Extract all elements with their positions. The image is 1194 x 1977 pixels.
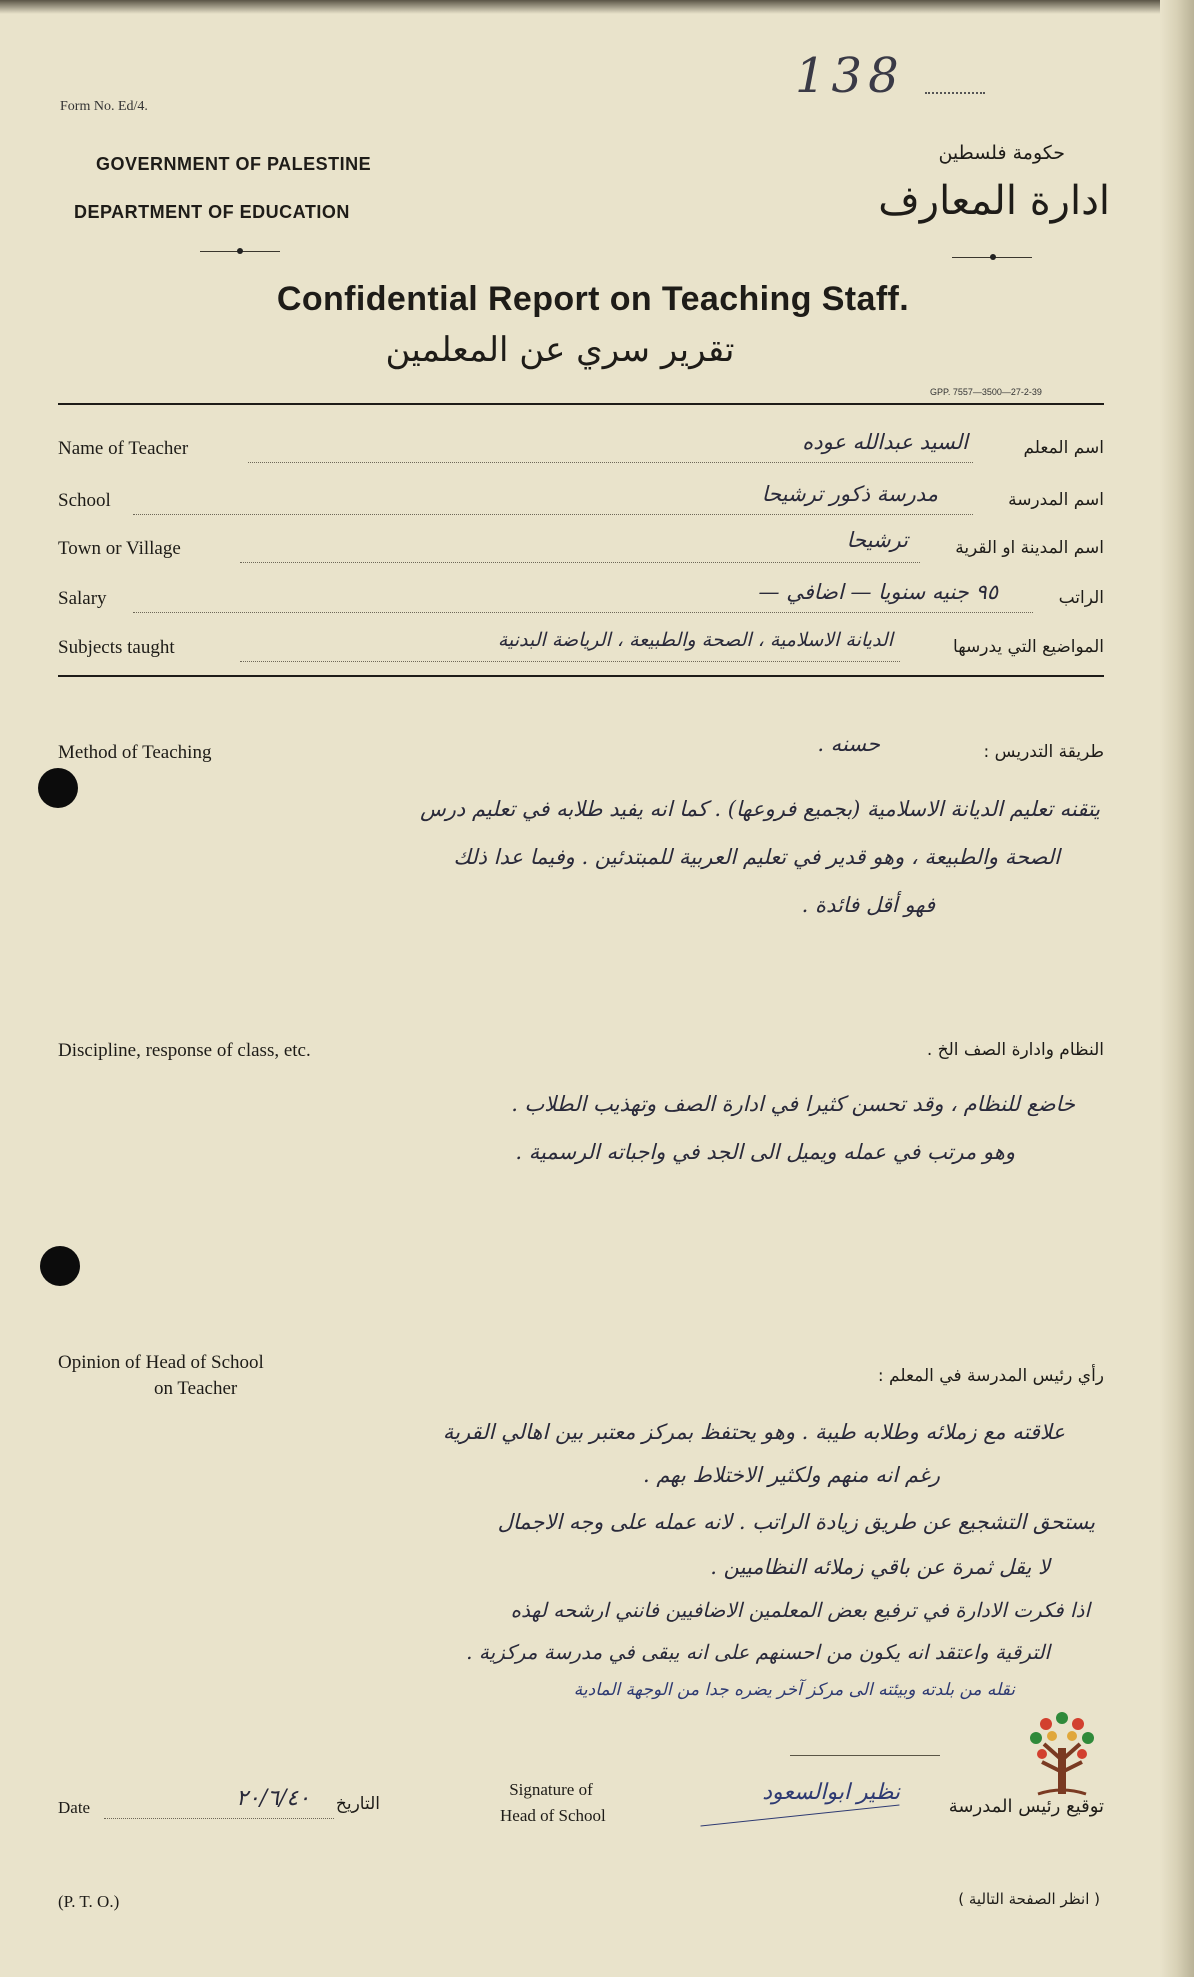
date-dotline [104, 1818, 334, 1819]
field-label-ar: المواضيع التي يدرسها [953, 637, 1104, 657]
punch-hole [40, 1246, 80, 1286]
field-label-en: School [58, 490, 111, 511]
document-number: 138 [795, 48, 905, 104]
discipline-text-line-1: خاضع للنظام ، وقد تحسن كثيرا في ادارة الصف وتهذيب الطلاب . [511, 1092, 1075, 1116]
opinion-label-en-line2: on Teacher [154, 1378, 238, 1399]
title-english: Confidential Report on Teaching Staff. [276, 280, 910, 318]
discipline-label-ar: النظام وادارة الصف الخ . [926, 1040, 1104, 1060]
pto-ar: ( انظر الصفحة التالية ) [958, 1890, 1100, 1908]
field-dotline [248, 462, 973, 463]
opinion-text-line-7: نقله من بلدته وبيئته الى مركز آخر يضره جدا من الوجهة المادية [573, 1680, 1015, 1700]
method-rating: حسنه . [817, 732, 880, 756]
opinion-text-line-5: اذا فكرت الادارة في ترفيع بعض المعلمين الاضافيين فانني ارشحه لهذه [510, 1598, 1090, 1622]
signature-label-line1: Signature of [509, 1780, 593, 1799]
header-department: DEPARTMENT OF EDUCATION [74, 202, 350, 222]
field-label-en: Salary [58, 588, 107, 609]
date-label-ar: التاريخ [335, 1794, 380, 1814]
field-row-salary [58, 580, 1104, 618]
divider-dot-left [237, 248, 243, 254]
field-label-en: Subjects taught [58, 637, 175, 658]
opinion-text-line-4: لا يقل ثمرة عن باقي زملائه النظاميين . [710, 1555, 1050, 1579]
method-label-ar: طريقة التدريس : [983, 742, 1104, 762]
print-code: GPP. 7557—3500—27-2-39 [930, 387, 1042, 397]
top-rule [58, 403, 1104, 405]
signature-flourish [700, 1805, 899, 1827]
method-text-line-2: الصحة والطبيعة ، وهو قدير في تعليم العربية للمبتدئين . وفيما عدا ذلك [453, 845, 1060, 869]
field-label-ar: اسم المعلم [1023, 438, 1104, 458]
scan-right-edge [1160, 0, 1194, 1977]
title-arabic: تقرير سري عن المعلمين [385, 330, 735, 370]
field-value-handwritten: ترشيحا [846, 528, 908, 552]
punch-hole [38, 768, 78, 808]
field-dotline [240, 661, 900, 662]
divider-dot-right [990, 254, 996, 260]
opinion-label-en-line1: Opinion of Head of School [58, 1352, 264, 1373]
opinion-label-ar: رأي رئيس المدرسة في المعلم : [877, 1366, 1104, 1386]
field-row-teacher-name [58, 430, 1104, 468]
discipline-text-line-2: وهو مرتب في عمله ويميل الى الجد في واجباته الرسمية . [515, 1140, 1015, 1164]
number-trail [925, 92, 985, 94]
date-value-handwritten: ٢٠/٦/٤٠ [236, 1786, 310, 1811]
method-text-line-3: فهو أقل فائدة . [801, 893, 935, 917]
field-dotline [133, 514, 973, 515]
scan-top-edge [0, 0, 1194, 14]
signature-label-line2: Head of School [500, 1806, 606, 1825]
field-dotline [240, 562, 920, 563]
field-label-ar: اسم المدرسة [1008, 490, 1104, 510]
archive-tree-logo [1022, 1700, 1102, 1810]
field-dotline [133, 612, 1033, 613]
opinion-end-stroke [790, 1755, 940, 1756]
pto-en: (P. T. O.) [58, 1892, 120, 1911]
opinion-text-line-3: يستحق التشجيع عن طريق زيادة الراتب . لانه عمله على وجه الاجمال [497, 1510, 1095, 1534]
header-government-ar: حكومة فلسطين [938, 142, 1065, 164]
opinion-text-line-1: علاقته مع زملائه وطلابه طيبة . وهو يحتفظ بمركز معتبر بين اهالي القرية [442, 1420, 1065, 1444]
opinion-text-line-2: رغم انه منهم ولكثير الاختلاط بهم . [643, 1463, 940, 1487]
field-value-handwritten: ٩٥ جنيه سنويا — اضافي — [758, 580, 998, 604]
method-label-en: Method of Teaching [58, 742, 212, 763]
discipline-label-en: Discipline, response of class, etc. [58, 1040, 311, 1061]
header-department-ar: ادارة المعارف [878, 178, 1110, 224]
field-value-handwritten: مدرسة ذكور ترشيحا [761, 482, 938, 506]
fields-bottom-rule [58, 675, 1104, 677]
date-label-en: Date [58, 1798, 91, 1817]
form-number: Form No. Ed/4. [60, 99, 148, 114]
header-government: GOVERNMENT OF PALESTINE [96, 154, 372, 174]
field-label-ar: اسم المدينة او القرية [955, 538, 1104, 558]
signature-handwritten: نظير ابوالسعود [762, 1780, 900, 1805]
opinion-text-line-6: الترقية واعتقد انه يكون من احسنهم على انه يبقى في مدرسة مركزية . [466, 1640, 1050, 1664]
signature-label-ar: توقيع رئيس المدرسة [948, 1796, 1104, 1817]
field-label-en: Town or Village [58, 538, 181, 559]
field-row-town [58, 528, 1104, 568]
field-label-ar: الراتب [1058, 588, 1104, 608]
field-label-en: Name of Teacher [58, 438, 189, 459]
field-value-handwritten: السيد عبدالله عوده [802, 430, 968, 454]
field-row-subjects [58, 629, 1104, 667]
field-value-handwritten: الديانة الاسلامية ، الصحة والطبيعة ، الرياضة البدنية [497, 629, 893, 651]
method-text-line-1: يتقنه تعليم الديانة الاسلامية (بجميع فروعها) . كما انه يفيد طلابه في تعليم درس [420, 797, 1100, 821]
field-row-school [58, 482, 1104, 520]
